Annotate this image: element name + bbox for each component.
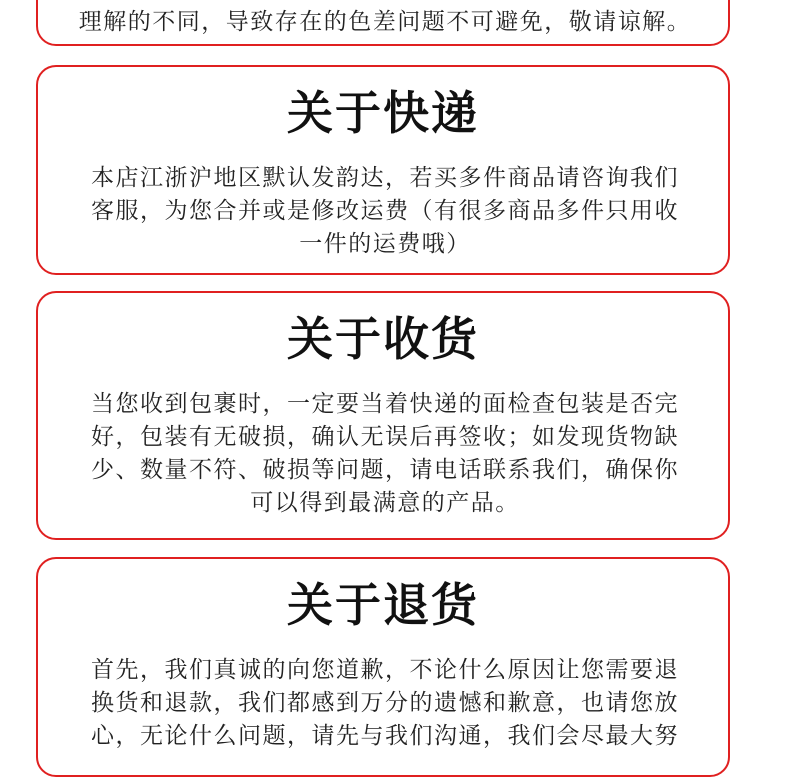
express-section-text bbox=[70, 162, 700, 261]
return-info-card bbox=[36, 557, 730, 777]
express-line: 客服，为您合并或是修改运费（有很多商品多件只用收 bbox=[91, 198, 679, 224]
receiving-line: 少、数量不符、破损等问题，请电话联系我们，确保你 bbox=[91, 457, 679, 483]
receiving-line: 可以得到最满意的产品。 bbox=[250, 490, 520, 516]
return-line: 首先，我们真诚的向您道歉，不论什么原因让您需要退 bbox=[91, 657, 679, 683]
color-difference-notice-card bbox=[36, 0, 730, 46]
express-section-title: 关于快递 bbox=[287, 86, 479, 140]
notice-line: 理解的不同，导致存在的色差问题不可避免，敬请谅解。 bbox=[78, 9, 692, 35]
receiving-section-title: 关于收货 bbox=[287, 312, 479, 366]
express-line: 一件的运费哦） bbox=[299, 231, 471, 257]
receiving-section-text bbox=[70, 388, 700, 520]
receiving-line: 当您收到包裹时，一定要当着快递的面检查包装是否完 bbox=[91, 391, 679, 417]
return-section-text bbox=[70, 654, 700, 753]
express-info-card bbox=[36, 65, 730, 275]
receiving-line: 好，包装有无破损，确认无误后再签收；如发现货物缺 bbox=[91, 424, 679, 450]
return-line: 心，无论什么问题，请先与我们沟通，我们会尽最大努 bbox=[91, 723, 679, 749]
color-difference-notice-text bbox=[70, 6, 700, 39]
express-line: 本店江浙沪地区默认发韵达，若买多件商品请咨询我们 bbox=[91, 165, 679, 191]
return-line: 换货和退款，我们都感到万分的遗憾和歉意，也请您放 bbox=[91, 690, 679, 716]
receiving-info-card bbox=[36, 291, 730, 540]
return-section-title: 关于退货 bbox=[287, 578, 479, 632]
